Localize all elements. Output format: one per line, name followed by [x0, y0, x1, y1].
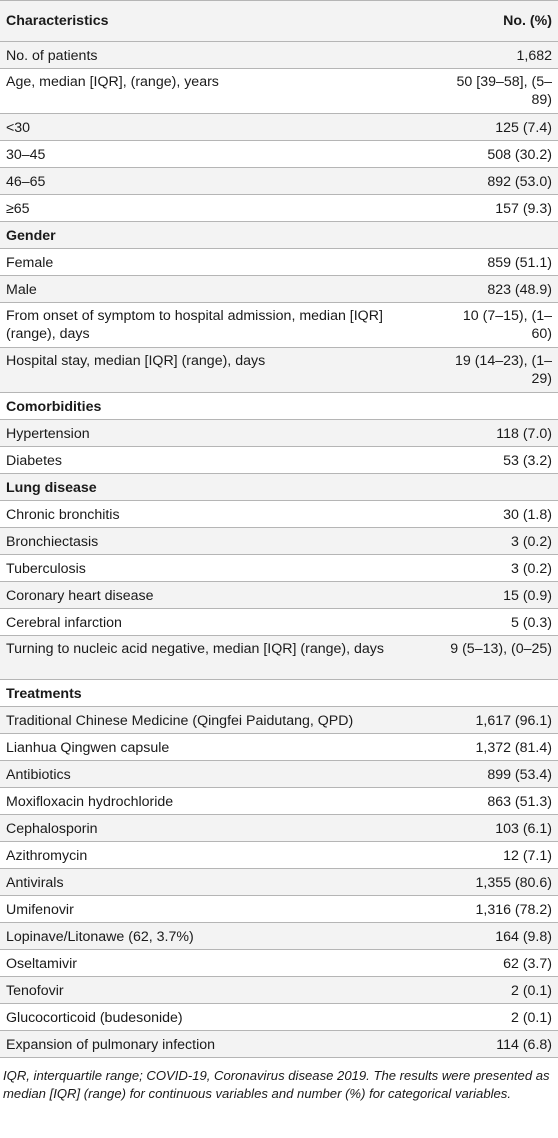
characteristic-label: Moxifloxacin hydrochloride: [6, 794, 174, 811]
count-percent-value: 2 (0.1): [510, 1010, 552, 1027]
table-row: [0, 869, 558, 896]
table-row: [0, 815, 558, 842]
count-percent-value: 2 (0.1): [510, 983, 552, 1000]
table-row: [0, 141, 558, 168]
table-row: [0, 249, 558, 276]
characteristic-label: No. of patients: [6, 48, 98, 64]
count-percent-value: 114 (6.8): [496, 1037, 552, 1054]
table-row: [0, 555, 558, 582]
count-percent-value: [440, 474, 558, 501]
table-row: [0, 950, 558, 977]
characteristic-label: ≥65: [6, 201, 30, 217]
count-percent-value: 30 (1.8): [503, 507, 552, 523]
count-percent-value: 1,316 (78.2): [475, 902, 552, 919]
table-footnote: IQR, interquartile range; COVID-19, Coronavirus disease 2019. The results were presented as median [IQR] (range) for continuous variables and number (%) for categorical variables.: [3, 1068, 550, 1101]
table-body: [0, 42, 558, 1058]
table-row: [0, 114, 558, 141]
count-percent-value: 859 (51.1): [487, 255, 552, 271]
characteristic-label: Male: [6, 282, 37, 298]
table-row: [0, 348, 558, 393]
section-title: Treatments: [6, 686, 82, 703]
table-row: [0, 636, 558, 680]
count-percent-value: 1,355 (80.6): [475, 875, 552, 892]
count-percent-value: 157 (9.3): [495, 201, 552, 217]
characteristic-label: Lianhua Qingwen capsule: [6, 740, 170, 757]
characteristic-label: Oseltamivir: [6, 956, 77, 973]
count-percent-value: 5 (0.3): [510, 615, 552, 631]
section-header-row: [0, 680, 558, 707]
count-percent-value: 19 (14–23), (1–29): [454, 353, 552, 387]
characteristic-label: Cerebral infarction: [6, 615, 122, 631]
characteristic-label: Tuberculosis: [6, 561, 86, 577]
characteristic-label: From onset of symptom to hospital admission, median [IQR] (range), days: [6, 308, 383, 342]
count-percent-value: 1,617 (96.1): [475, 713, 552, 730]
count-percent-value: 3 (0.2): [510, 561, 552, 577]
table-row: [0, 1031, 558, 1058]
count-percent-value: [440, 393, 558, 420]
characteristic-label: Glucocorticoid (budesonide): [6, 1010, 183, 1027]
characteristic-label: Hypertension: [6, 426, 90, 442]
count-percent-value: [440, 222, 558, 249]
count-percent-value: [440, 680, 558, 707]
count-percent-value: 15 (0.9): [503, 588, 552, 604]
section-title: Lung disease: [6, 480, 97, 496]
characteristic-label: 30–45: [6, 147, 46, 163]
count-percent-value: 118 (7.0): [496, 426, 552, 442]
characteristic-label: Expansion of pulmonary infection: [6, 1037, 215, 1054]
table-row: [0, 528, 558, 555]
count-percent-value: 125 (7.4): [495, 120, 552, 136]
count-percent-value: 9 (5–13), (0–25): [450, 641, 552, 657]
table-row: [0, 761, 558, 788]
count-percent-value: 863 (51.3): [487, 794, 552, 811]
characteristic-label: Traditional Chinese Medicine (Qingfei Paidutang, QPD): [6, 713, 354, 730]
characteristic-label: Hospital stay, median [IQR] (range), days: [6, 353, 266, 369]
section-header-row: [0, 474, 558, 501]
characteristic-label: Age, median [IQR], (range), years: [6, 74, 219, 90]
table-row: [0, 276, 558, 303]
count-percent-value: 164 (9.8): [495, 929, 552, 946]
table-row: [0, 69, 558, 114]
characteristic-label: Azithromycin: [6, 848, 88, 865]
section-header-row: [0, 222, 558, 249]
characteristic-label: Umifenovir: [6, 902, 74, 919]
characteristic-label: Antibiotics: [6, 767, 71, 784]
table-row: [0, 303, 558, 348]
characteristic-label: Diabetes: [6, 453, 62, 469]
count-percent-value: 1,372 (81.4): [475, 740, 552, 757]
characteristic-label: Cephalosporin: [6, 821, 98, 838]
count-percent-value: 823 (48.9): [487, 282, 552, 298]
characteristic-label: Antivirals: [6, 875, 64, 892]
table-row: [0, 501, 558, 528]
count-percent-value: 892 (53.0): [487, 174, 552, 190]
section-title: Comorbidities: [6, 399, 102, 415]
table-row: [0, 1004, 558, 1031]
table-row: [0, 447, 558, 474]
characteristic-label: <30: [6, 120, 31, 136]
characteristic-label: Coronary heart disease: [6, 588, 154, 604]
characteristic-label: Lopinave/Litonawe (62, 3.7%): [6, 929, 194, 946]
count-percent-value: 508 (30.2): [487, 147, 552, 163]
characteristic-label: Chronic bronchitis: [6, 507, 120, 523]
table-row: [0, 168, 558, 195]
count-percent-value: 3 (0.2): [510, 534, 552, 550]
table-row: [0, 923, 558, 950]
table-header: [0, 1, 558, 42]
table-row: [0, 420, 558, 447]
count-percent-value: 62 (3.7): [503, 956, 552, 973]
table-row: [0, 734, 558, 761]
section-title: Gender: [6, 228, 56, 244]
count-percent-value: 53 (3.2): [503, 453, 552, 469]
count-percent-value: 12 (7.1): [503, 848, 552, 865]
count-percent-value: 1,682: [516, 48, 552, 64]
characteristic-label: Turning to nucleic acid negative, median [IQR] (range), days: [6, 641, 384, 657]
table-row: [0, 195, 558, 222]
characteristic-label: 46–65: [6, 174, 46, 190]
table-row: [0, 42, 558, 69]
header-characteristics: Characteristics: [6, 13, 109, 29]
table-row: [0, 977, 558, 1004]
header-count-percent: No. (%): [503, 13, 552, 29]
table-row: [0, 707, 558, 734]
table-row: [0, 582, 558, 609]
count-percent-value: 50 [39–58], (5–89): [456, 74, 552, 108]
table-row: [0, 842, 558, 869]
count-percent-value: 103 (6.1): [495, 821, 552, 838]
section-header-row: [0, 393, 558, 420]
characteristic-label: Female: [6, 255, 54, 271]
characteristic-label: Tenofovir: [6, 983, 64, 1000]
table-row: [0, 896, 558, 923]
characteristic-label: Bronchiectasis: [6, 534, 99, 550]
count-percent-value: 10 (7–15), (1–60): [462, 308, 552, 342]
table-row: [0, 609, 558, 636]
table-row: [0, 788, 558, 815]
header-row: [0, 1, 558, 42]
count-percent-value: 899 (53.4): [487, 767, 552, 784]
